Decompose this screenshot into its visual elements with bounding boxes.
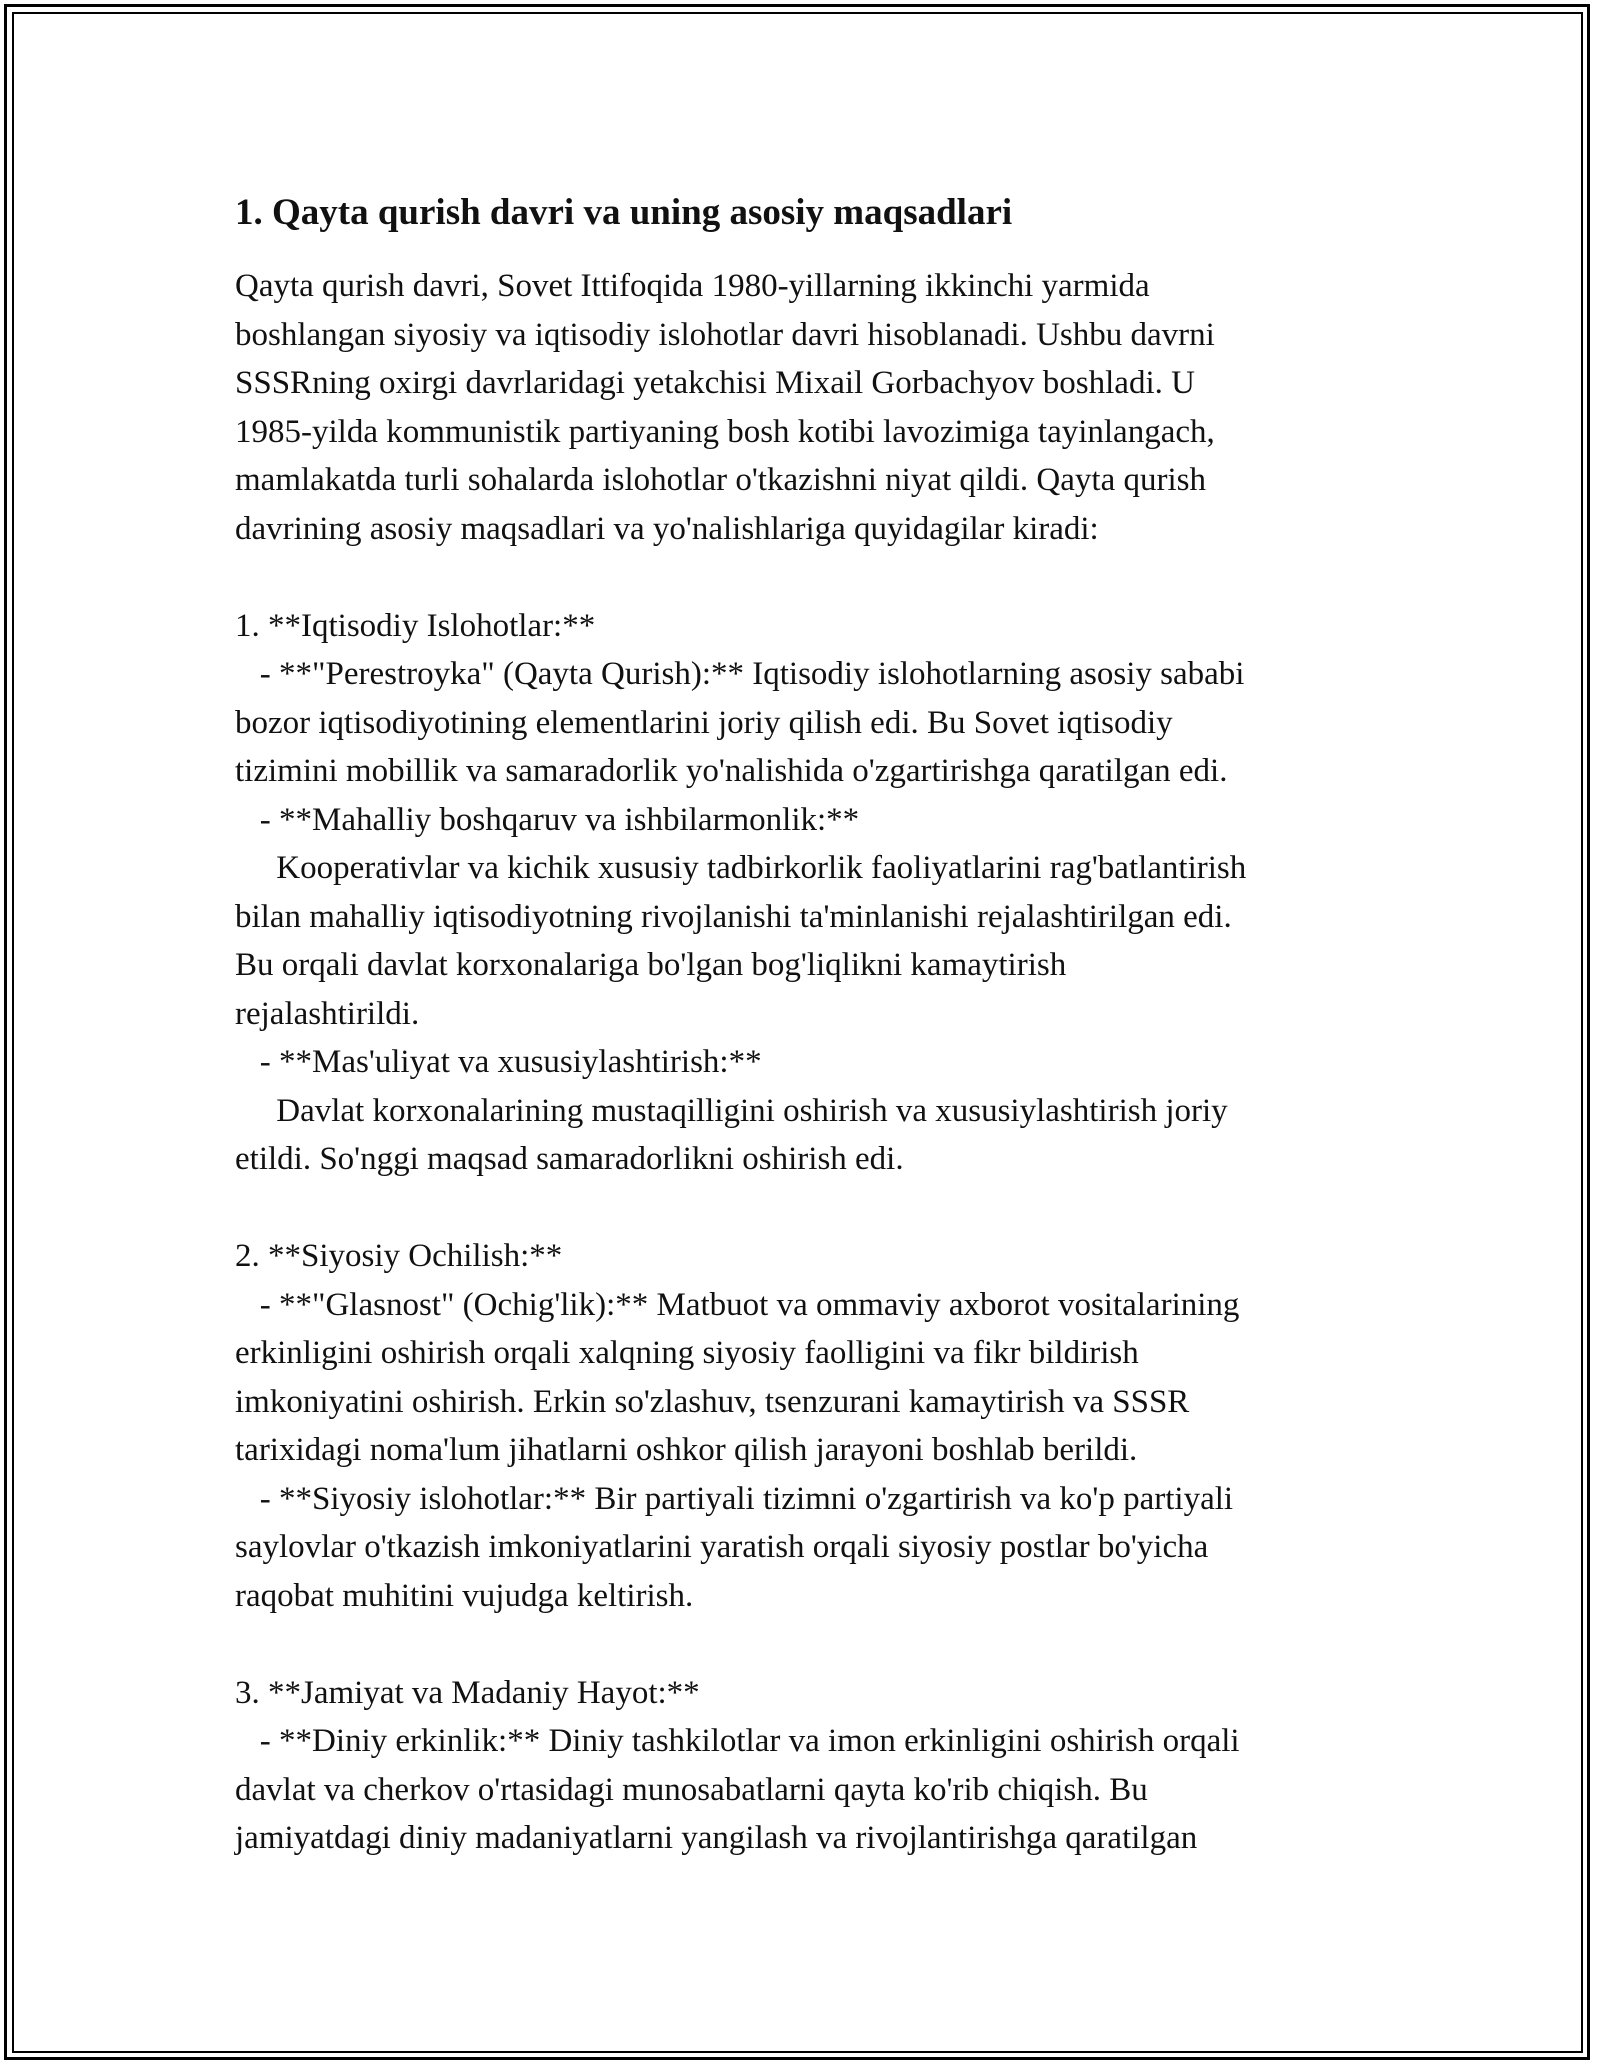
document-content	[235, 186, 1405, 1863]
document-body: Qayta qurish davri, Sovet Ittifoqida 1980-yillarning ikkinchi yarmida boshlangan siyosiy va iqtisodiy islohotlar davri hisoblanadi. Ushbu davrni SSSRning oxirgi davrlaridagi yetakchisi Mixail Gorbachyov boshladi. U 1985-yilda kommunistik partiyaning bosh kotibi lavozimiga tayinlangach, mamlakatda turli sohalarda islohotlar o'tkazishni niyat qildi. Qayta qurish davrining asosiy maqsadlari va yo'nalishlariga quyidagilar kiradi: 1. **Iqtisodiy Islohotlar:** - **"Perestroyka" (Qayta Qurish):** Iqtisodiy islohotlarning asosiy sababi bozor iqtisodiyotining elementlarini joriy qilish edi. Bu Sovet iqtisodiy tizimini mobillik va samaradorlik yo'nalishida o'zgartirishga qaratilgan edi. - **Mahalliy boshqaruv va ishbilarmonlik:** Kooperativlar va kichik xususiy tadbirkorlik faoliyatlarini rag'batlantirish bilan mahalliy iqtisodiyotning rivojlanishi ta'minlanishi rejalashtirilgan edi. Bu orqali davlat korxonalariga bo'lgan bog'liqlikni kamaytirish rejalashtirildi. - **Mas'uliyat va xususiylashtirish:** Davlat korxonalarining mustaqilligini oshirish va xususiylashtirish joriy etildi. So'nggi maqsad samaradorlikni oshirish edi. 2. **Siyosiy Ochilish:** - **"Glasnost" (Ochig'lik):** Matbuot va ommaviy axborot vositalarining erkinligini oshirish orqali xalqning siyosiy faolligini va fikr bildirish imkoniyatini oshirish. Erkin so'zlashuv, tsenzurani kamaytirish va SSSR tarixidagi noma'lum jihatlarni oshkor qilish jarayoni boshlab berildi. - **Siyosiy islohotlar:** Bir partiyali tizimni o'zgartirish va ko'p partiyali saylovlar o'tkazish imkoniyatlarini yaratish orqali siyosiy postlar bo'yicha raqobat muhitini vujudga keltirish. 3. **Jamiyat va Madaniy Hayot:** - **Diniy erkinlik:** Diniy tashkilotlar va imon erkinligini oshirish orqali davlat va cherkov o'rtasidagi munosabatlarni qayta ko'rib chiqish. Bu jamiyatdagi diniy madaniyatlarni yangilash va rivojlantirishga qaratilgan	[235, 268, 1247, 1856]
document-heading: 1. Qayta qurish davri va uning asosiy maqsadlari	[235, 192, 1013, 233]
